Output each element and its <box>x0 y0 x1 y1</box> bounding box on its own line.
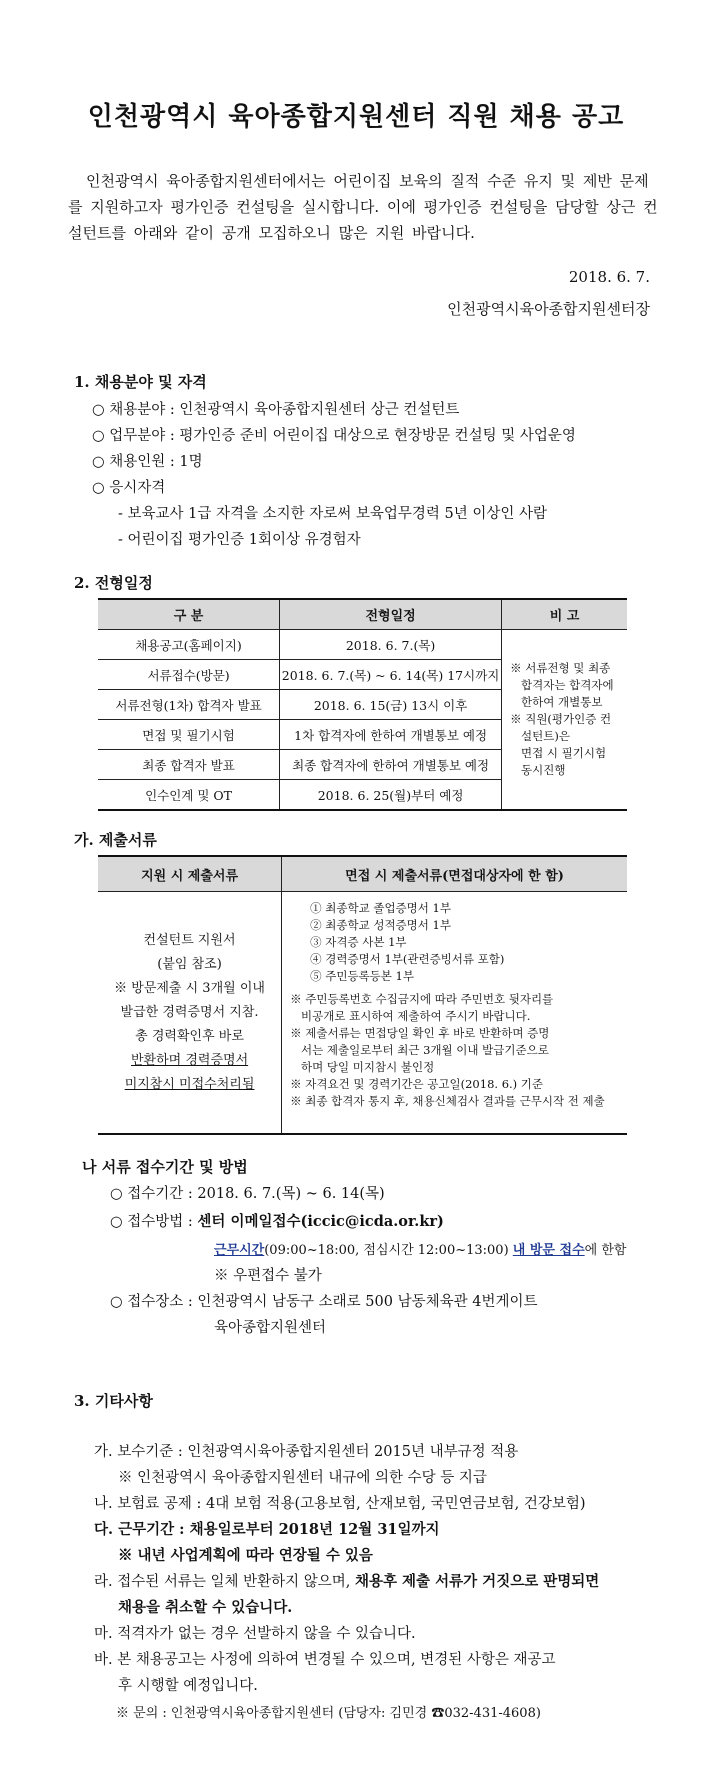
schedule-date: 2018. 6. 25(월)부터 예정 <box>280 780 502 811</box>
other-item: 나. 보험료 공제 : 4대 보험 적용(고용보험, 산재보험, 국민연금보험, 건강보험) <box>94 1496 586 1512</box>
schedule-header: 구 분 <box>98 599 280 630</box>
schedule-note: ※ 서류전형 및 최종 합격자는 합격자에 한하여 개별통보 ※ 직원(평가인증 컨 설턴트)은 면접 시 필기시험 동시진행 <box>502 630 627 811</box>
intro-paragraph: 인천광역시 육아종합지원센터에서는 어린이집 보육의 질적 수준 유지 및 제반 문제를 지원하고자 평가인증 컨설팅을 실시합니다. 이에 평가인증 컨설팅을 담당할 상근 컨설턴트를 아래와 같이 공개 모집하오니 많은 지원 바랍니다. <box>68 172 658 242</box>
table-row <box>98 630 627 660</box>
other-item: 후 시행할 예정입니다. <box>118 1678 258 1694</box>
other-item: ※ 인천광역시 육아종합지원센터 내규에 의한 수당 등 지급 <box>118 1470 487 1486</box>
application-method-heading: 나 서류 접수기간 및 방법 <box>82 1158 248 1176</box>
interview-documents: ① 최종학교 졸업증명서 1부 ② 최종학교 성적증명서 1부 ③ 자격증 사본 1부 ④ 경력증명서 1부(관련증빙서류 포함) ⑤ 주민등록등본 1부 ※ 주민등록번호 수집금지에 따라 주민번호 뒷자리를 비공개로 표시하여 제출하여 주시기 바랍니다. ※ 제출서류는 면접당일 확인 후 바로 반환하며 증명 서는 제출일로부터 최근 3개월 이내 발급기준으로 하며 당일 미지참시 불인정 ※ 자격요건 및 경력기간은 공고일(2018. 6.) 기준 ※ 최종 합격자 통지 후, 채용신체검사 결과를 근무시작 전 제출 <box>282 892 627 1135</box>
schedule-date: 최종 합격자에 한하여 개별통보 예정 <box>280 750 502 780</box>
schedule-step: 최종 합격자 발표 <box>98 750 280 780</box>
no-mail-note: ※ 우편접수 불가 <box>214 1268 322 1284</box>
s1-item-headcount: ○ 채용인원 : 1명 <box>92 454 203 470</box>
issuer-name: 인천광역시육아종합지원센터장 <box>447 300 650 318</box>
other-item: 바. 본 채용공고는 사정에 의하여 변경될 수 있으며, 변경된 사항은 재공고 <box>94 1652 556 1668</box>
s1-item-duty: ○ 업무분야 : 평가인증 준비 어린이집 대상으로 현장방문 컨설팅 및 사업운영 <box>92 428 576 444</box>
schedule-date: 2018. 6. 7.(목) <box>280 630 502 660</box>
schedule-header: 전형일정 <box>280 599 502 630</box>
schedule-step: 인수인계 및 OT <box>98 780 280 811</box>
schedule-step: 면접 및 필기시험 <box>98 720 280 750</box>
documents-header: 면접 시 제출서류(면접대상자에 한 함) <box>282 856 627 892</box>
application-method: ○ 접수방법 : 센터 이메일접수(iccic@icda.or.kr) <box>110 1213 444 1230</box>
section-1-heading: 1. 채용분야 및 자격 <box>74 373 207 391</box>
schedule-step: 서류접수(방문) <box>98 660 280 690</box>
qualification-line: - 어린이집 평가인증 1회이상 유경험자 <box>118 532 361 548</box>
page-title: 인천광역시 육아종합지원센터 직원 채용 공고 <box>87 102 625 132</box>
section-3-heading: 3. 기타사항 <box>74 1392 153 1410</box>
schedule-date: 2018. 6. 7.(목) ~ 6. 14(목) 17시까지 <box>280 660 502 690</box>
application-place: ○ 접수장소 : 인천광역시 남동구 소래로 500 남동체육관 4번게이트 <box>110 1294 538 1310</box>
schedule-table <box>98 598 627 811</box>
s1-item-field: ○ 채용분야 : 인천광역시 육아종합지원센터 상근 컨설턴트 <box>92 402 460 418</box>
other-item: 다. 근무기간 : 채용일로부터 2018년 12월 31일까지 <box>94 1521 440 1538</box>
other-item: 채용을 취소할 수 있습니다. <box>118 1599 293 1616</box>
other-item: 가. 보수기준 : 인천광역시육아종합지원센터 2015년 내부규정 적용 <box>94 1444 519 1460</box>
contact-info: ※ 문의 : 인천광역시육아종합지원센터 (담당자: 김민경 ☎032-431-4608) <box>116 1706 541 1721</box>
announcement-date: 2018. 6. 7. <box>568 268 650 286</box>
application-period: ○ 접수기간 : 2018. 6. 7.(목) ~ 6. 14(목) <box>110 1186 385 1202</box>
documents-heading: 가. 제출서류 <box>74 831 157 849</box>
documents-table <box>98 855 627 1135</box>
schedule-date: 1차 합격자에 한하여 개별통보 예정 <box>280 720 502 750</box>
application-documents: 컨설턴트 지원서 (붙임 참조) ※ 방문제출 시 3개월 이내 발급한 경력증명서 지참. 총 경력확인후 바로 반환하며 경력증명서 미지참시 미접수처리됨 <box>98 892 282 1135</box>
table-row <box>98 892 627 1135</box>
schedule-header: 비 고 <box>502 599 627 630</box>
section-2-heading: 2. 전형일정 <box>74 574 153 592</box>
other-item: 마. 적격자가 없는 경우 선발하지 않을 수 있습니다. <box>94 1626 416 1642</box>
s1-item-qualification: ○ 응시자격 <box>92 480 166 496</box>
other-item: 라. 접수된 서류는 일체 반환하지 않으며, 채용후 제출 서류가 거짓으로 판명되면 <box>94 1573 600 1590</box>
other-item: ※ 내년 사업계획에 따라 연장될 수 있음 <box>118 1547 373 1564</box>
schedule-step: 서류전형(1차) 합격자 발표 <box>98 690 280 720</box>
qualification-line: - 보육교사 1급 자격을 소지한 자로써 보육업무경력 5년 이상인 사람 <box>118 506 548 522</box>
application-place-2: 육아종합지원센터 <box>214 1320 327 1336</box>
schedule-date: 2018. 6. 15(금) 13시 이후 <box>280 690 502 720</box>
schedule-step: 채용공고(홈페이지) <box>98 630 280 660</box>
documents-header: 지원 시 제출서류 <box>98 856 282 892</box>
visit-hours: 근무시간(09:00~18:00, 점심시간 12:00~13:00) 내 방문 접수에 한함 <box>214 1243 627 1258</box>
